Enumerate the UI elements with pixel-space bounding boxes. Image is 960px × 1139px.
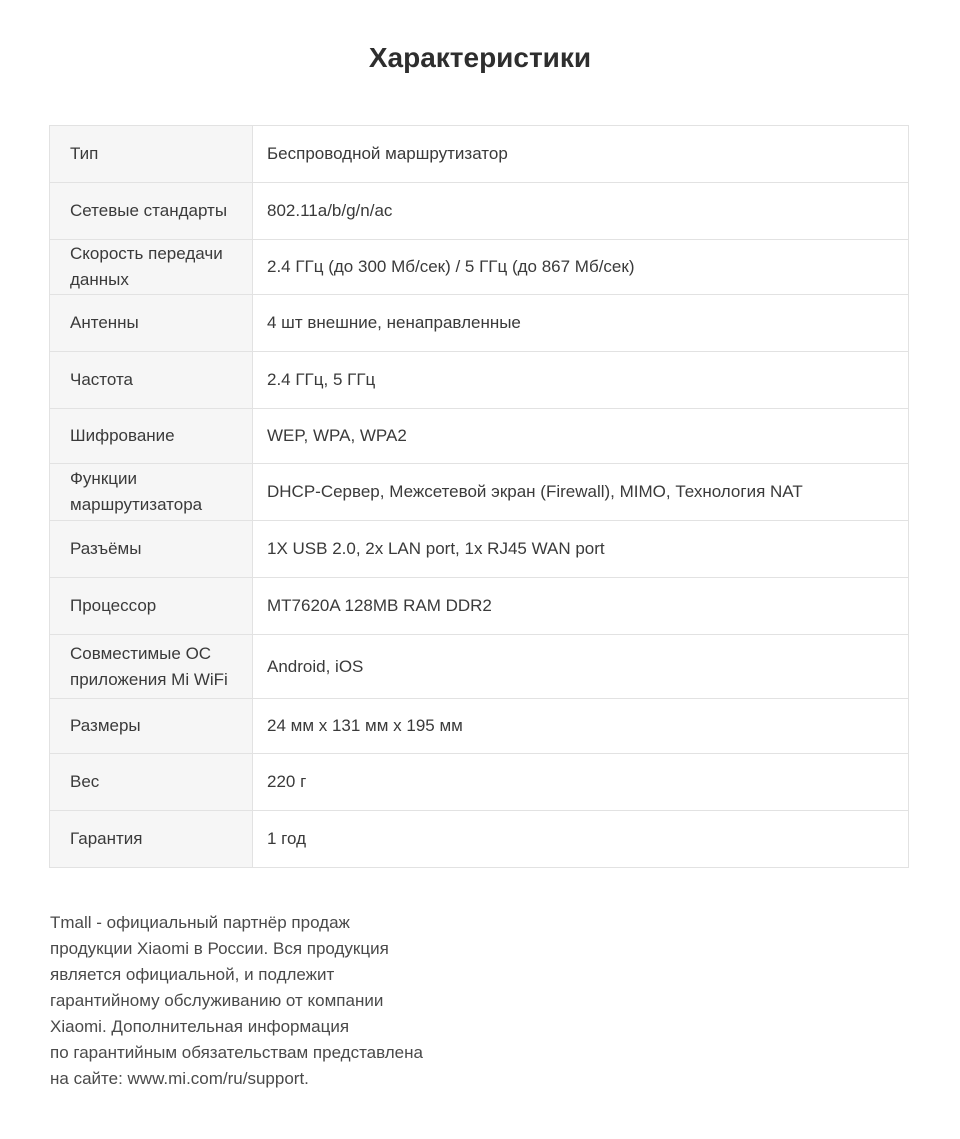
spec-label-type: Тип: [50, 126, 253, 183]
table-row: [50, 126, 909, 183]
table-row: [50, 521, 909, 578]
spec-value-warranty: 1 год: [253, 811, 909, 868]
spec-label-encryption: Шифрование: [50, 409, 253, 464]
spec-value-antennas: 4 шт внешние, ненаправленные: [253, 295, 909, 352]
footer-line: на сайте: www.mi.com/ru/support.: [50, 1069, 309, 1088]
footer-line: продукции Xiaomi в России. Вся продукция: [50, 939, 389, 958]
table-row: [50, 295, 909, 352]
spec-label-processor: Процессор: [50, 578, 253, 635]
page-title: Характеристики: [368, 42, 592, 73]
spec-label-warranty: Гарантия: [50, 811, 253, 868]
table-row: [50, 811, 909, 868]
specs-table: [49, 125, 909, 868]
spec-label-data-rate: Скорость передачи данных: [50, 240, 253, 295]
table-row: [50, 183, 909, 240]
footer-note: [50, 910, 490, 1092]
spec-label-dimensions: Размеры: [50, 699, 253, 754]
spec-label-router-functions: Функции маршрутизатора: [50, 464, 253, 521]
spec-value-frequency: 2.4 ГГц, 5 ГГц: [253, 352, 909, 409]
footer-line: является официальной, и подлежит: [50, 965, 335, 984]
table-row: [50, 464, 909, 521]
spec-label-network-standards: Сетевые стандарты: [50, 183, 253, 240]
table-row: [50, 754, 909, 811]
spec-value-ports: 1X USB 2.0, 2x LAN port, 1x RJ45 WAN port: [253, 521, 909, 578]
spec-value-dimensions: 24 мм x 131 мм x 195 мм: [253, 699, 909, 754]
table-row: [50, 699, 909, 754]
spec-value-compatible-os: Android, iOS: [253, 635, 909, 699]
table-row: [50, 352, 909, 409]
table-row: [50, 240, 909, 295]
spec-label-frequency: Частота: [50, 352, 253, 409]
spec-value-encryption: WEP, WPA, WPA2: [253, 409, 909, 464]
footer-line: Tmall - официальный партнёр продаж: [50, 913, 350, 932]
spec-label-ports: Разъёмы: [50, 521, 253, 578]
spec-label-antennas: Антенны: [50, 295, 253, 352]
table-row: [50, 635, 909, 699]
spec-value-processor: MT7620A 128MB RAM DDR2: [253, 578, 909, 635]
spec-value-weight: 220 г: [253, 754, 909, 811]
spec-label-weight: Вес: [50, 754, 253, 811]
spec-value-data-rate: 2.4 ГГц (до 300 Мб/сек) / 5 ГГц (до 867 Мб/сек): [253, 240, 909, 295]
footer-line: гарантийному обслуживанию от компании: [50, 991, 384, 1010]
spec-value-type: Беспроводной маршрутизатор: [253, 126, 909, 183]
spec-value-router-functions: DHCP-Сервер, Межсетевой экран (Firewall), MIMO, Технология NAT: [253, 464, 909, 521]
spec-label-compatible-os: Совместимые ОС приложения Mi WiFi: [50, 635, 253, 699]
footer-line: Xiaomi. Дополнительная информация: [50, 1017, 350, 1036]
spec-value-network-standards: 802.11a/b/g/n/ac: [253, 183, 909, 240]
footer-line: по гарантийным обязательствам представлена: [50, 1043, 423, 1062]
table-row: [50, 409, 909, 464]
table-row: [50, 578, 909, 635]
